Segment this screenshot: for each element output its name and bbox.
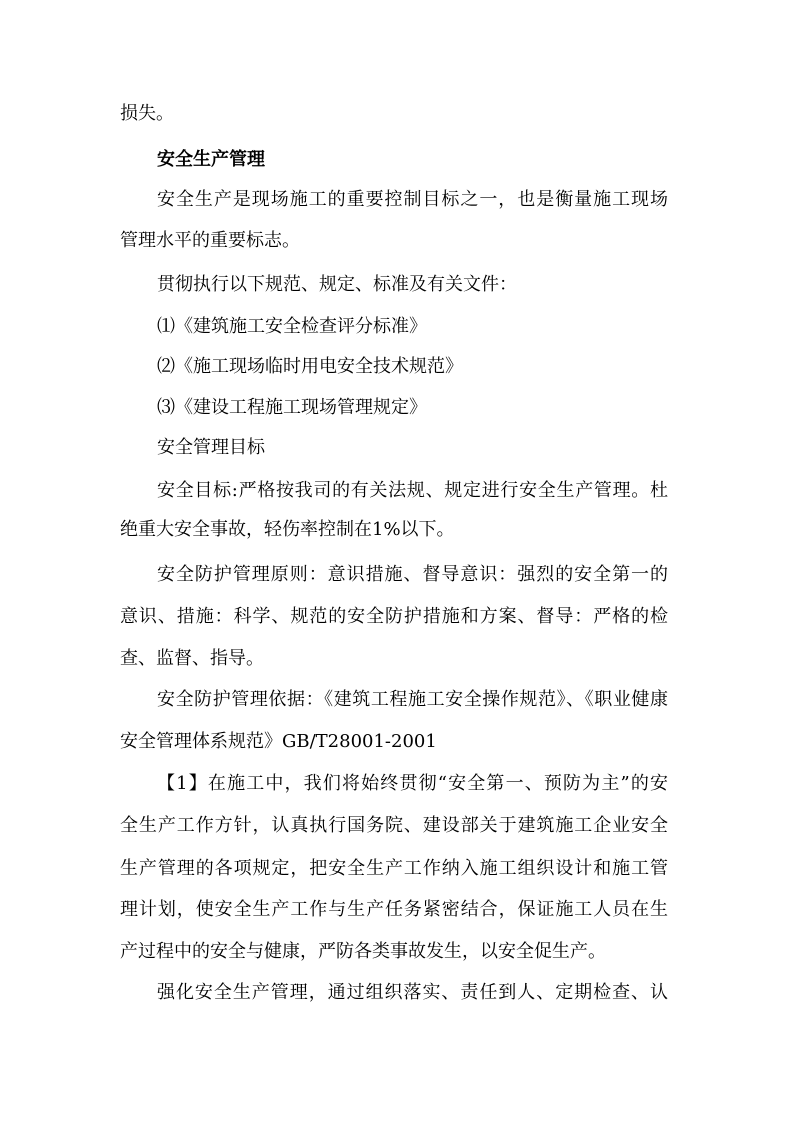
paragraph-line: 贯彻执行以下规范、规定、标准及有关文件： [157, 274, 517, 295]
list-item: ⑶《建设工程施工现场管理规定》 [157, 397, 427, 418]
paragraph-line: 损失。 [120, 103, 174, 124]
paragraph-line: 绝重大安全事故，轻伤率控制在1%以下。 [120, 519, 455, 540]
paragraph-line: 查、监督、指导。 [120, 648, 264, 669]
paragraph-line: 全生产工作方针，认真执行国务院、建设部关于建筑施工企业安全 [120, 815, 668, 836]
list-item: ⑴《建筑施工安全检查评分标准》 [157, 316, 427, 337]
paragraph-line: 生产管理的各项规定，把安全生产工作纳入施工组织设计和施工管 [120, 858, 668, 879]
section-heading: 安全生产管理 [157, 149, 265, 170]
paragraph-line: 安全目标:严格按我司的有关法规、规定进行安全生产管理。杜 [157, 480, 668, 501]
paragraph-line: 强化安全生产管理，通过组织落实、责任到人、定期检查、认 [157, 982, 668, 1003]
paragraph-line: 安全防护管理依据：《建筑工程施工安全操作规范》、《职业健康 [157, 689, 668, 710]
paragraph-line: 安全防护管理原则：意识措施、督导意识：强烈的安全第一的 [157, 564, 668, 585]
subsection-title: 安全管理目标 [157, 437, 265, 458]
paragraph-line: 安全生产是现场施工的重要控制目标之一，也是衡量施工现场 [157, 189, 668, 210]
paragraph-line: 安全管理体系规范》GB/T28001-2001 [120, 731, 437, 752]
paragraph-line: 理计划，使安全生产工作与生产任务紧密结合，保证施工人员在生 [120, 899, 668, 920]
paragraph-line: 意识、措施：科学、规范的安全防护措施和方案、督导：严格的检 [120, 606, 668, 627]
list-item: ⑵《施工现场临时用电安全技术规范》 [157, 356, 463, 377]
paragraph-line: 管理水平的重要标志。 [120, 230, 300, 251]
paragraph-line: 【1】在施工中，我们将始终贯彻“安全第一、预防为主”的安 [157, 773, 668, 794]
paragraph-line: 产过程中的安全与健康，严防各类事故发生，以安全促生产。 [120, 941, 606, 962]
